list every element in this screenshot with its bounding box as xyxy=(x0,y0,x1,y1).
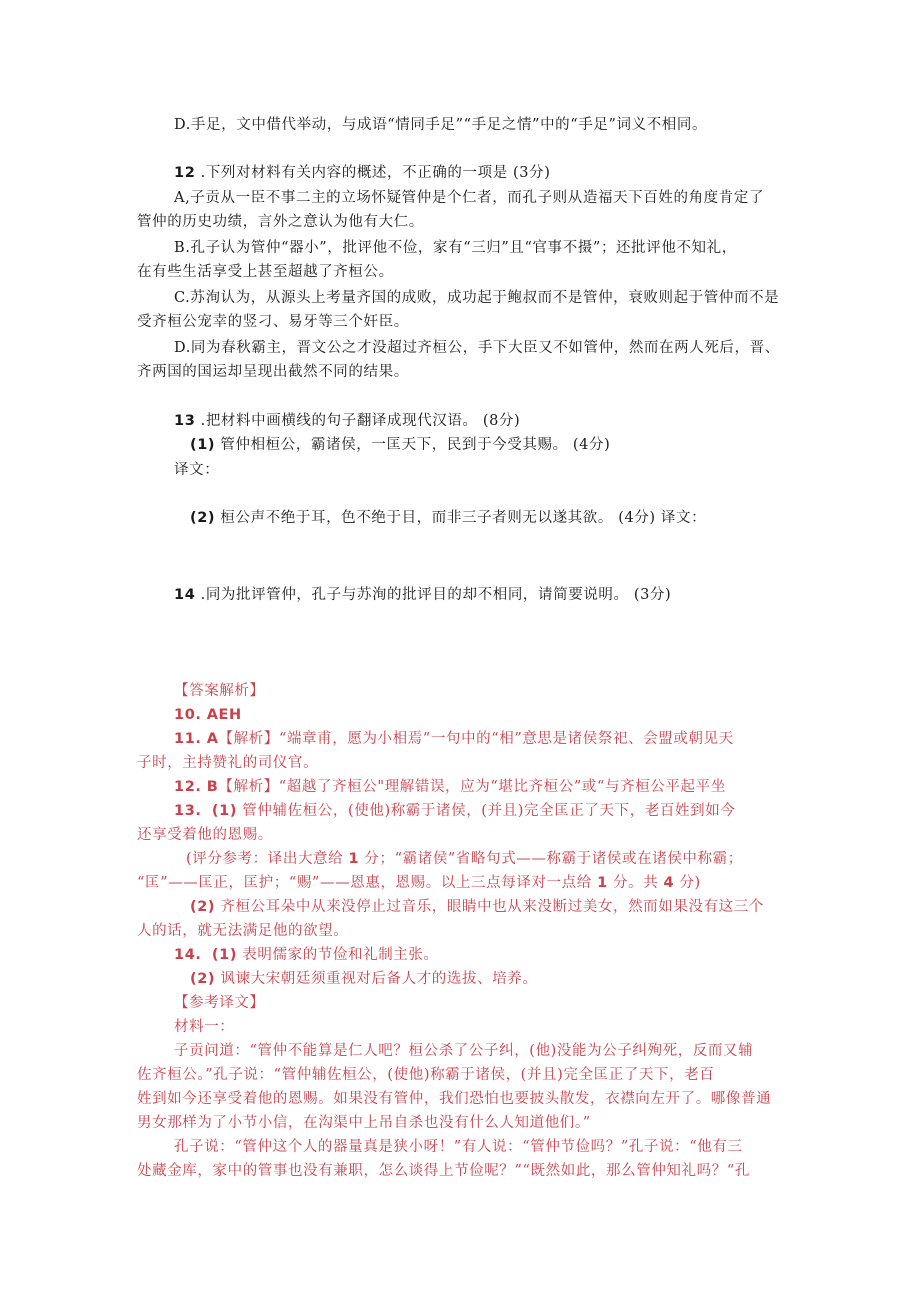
material-one-label: 材料一： xyxy=(174,1019,235,1035)
q12-option-c-line1: C.苏洵认为，从源头上考量齐国的成败，成功起于鲍叔而不是管仲，衰败则起于管仲而不是 xyxy=(174,290,780,306)
answer-13-2-text: 齐桓公耳朵中从来没停止过音乐，眼睛中也从来没断过美女，然而如果没有这三个 xyxy=(220,899,764,915)
q13-s2-text: 桓公声不绝于耳，色不绝于目，而非三子者则无以遂其欲。 xyxy=(220,510,613,526)
answer-13-2-line1 xyxy=(190,897,764,917)
note2-part-c: 分) xyxy=(679,875,701,891)
note2-num2: 4 xyxy=(663,875,675,891)
note1-num1: 1 xyxy=(348,851,360,867)
q14-number: 14 xyxy=(174,587,196,603)
answer-13-2-line2: 人的话，就无法满足他的欲望。 xyxy=(137,923,349,939)
q12-score: (3分) xyxy=(513,165,551,181)
answer-13-note-line2 xyxy=(137,873,701,893)
q11-option-d: D.手足，文中借代举动，与成语“情同手足”“手足之情”中的“手足”词义不相同。 xyxy=(174,117,708,133)
q13-text: .把材料中画横线的句子翻译成现代汉语。 xyxy=(200,413,478,429)
translation-p1-line3: 姓到如今还享受着他的恩赐。如果没有管仲，我们恐怕也要披头散发，衣襟向左开了。哪像普通 xyxy=(137,1091,772,1107)
q13-s1-translation-label: 译文： xyxy=(174,462,220,478)
answer-13-1-text: 管仲辅佐桓公，(使他)称霸于诸侯，(并且)完全匡正了天下，老百姓到如今 xyxy=(242,803,736,819)
answer-13-1-line1 xyxy=(174,801,735,821)
answer-13-2-number: (2) xyxy=(190,899,216,915)
q12-option-a-line2: 管仲的历史功绩，言外之意认为他有大仁。 xyxy=(137,214,424,230)
answer-12-number: 12. xyxy=(174,779,202,795)
q12-number: 12 xyxy=(174,165,196,181)
q12-stem xyxy=(174,163,551,183)
answer-11-text: 【解析】“端章甫，愿为小相焉”一句中的“相”意思是诸侯祭祀、会盟或朝见天 xyxy=(218,731,734,747)
q13-sentence-1 xyxy=(190,435,610,455)
translation-p1-line4: 男女那样为了小节小信，在沟渠中上吊自杀也没有什么人知道他们。” xyxy=(137,1115,591,1131)
q12-option-d-line1: D.同为春秋霸主，晋文公之才没超过齐桓公，手下大臣又不如管仲，然而在两人死后，晋、 xyxy=(174,340,780,356)
translation-p1-line1: 子贡问道：“管仲不能算是仁人吧？桓公杀了公子纠，(他)没能为公子纠殉死，反而又辅 xyxy=(174,1043,754,1059)
q13-s2-translation-label: 译文： xyxy=(660,510,707,526)
answer-11-line1 xyxy=(174,729,734,749)
answer-13-1-number: (1) xyxy=(211,803,238,819)
answer-14-2-text: 讽谏大宋朝廷须重视对后备人才的选拔、培养。 xyxy=(220,971,538,987)
answer-12-key: B xyxy=(206,779,219,795)
q13-stem xyxy=(174,411,520,431)
note1-part-b: 分；“霸诸侯”省略句式——称霸于诸侯或在诸侯中称霸； xyxy=(364,851,743,867)
answer-10-key: AEH xyxy=(206,707,242,723)
answer-11-key: A xyxy=(206,731,219,747)
answer-header: 【答案解析】 xyxy=(174,683,265,699)
q13-s1-text: 管仲相桓公，霸诸侯，一匡天下，民到于今受其赐。 xyxy=(220,437,568,453)
answer-14-1-number: (1) xyxy=(211,947,238,963)
note2-part-b: 分。共 xyxy=(613,875,659,891)
q12-text: .下列对材料有关内容的概述，不正确的一项是 xyxy=(200,165,508,181)
q12-option-b-line1: B.孔子认为管仲“器小”，批评他不俭，家有“三归”且“官事不摄”；还批评他不知礼， xyxy=(174,240,737,256)
answer-12 xyxy=(174,777,726,797)
answer-11-line2: 子时，主持赞礼的司仪官。 xyxy=(137,755,319,771)
q13-s1-score: (4分) xyxy=(572,437,611,453)
q12-option-c-line2: 受齐桓公宠幸的竖刁、易牙等三个奸臣。 xyxy=(137,314,409,330)
answer-13-note-line1 xyxy=(186,849,743,869)
q13-s2-number: (2) xyxy=(190,510,216,526)
translation-p1-line2: 佐齐桓公。”孔子说：“管仲辅佐桓公，(使他)称霸于诸侯，(并且)完全匡正了天下，老百 xyxy=(137,1067,715,1083)
translation-p2-line2: 处藏金库，家中的管事也没有兼职，怎么谈得上节俭呢？”“既然如此，那么管仲知礼吗？“孔 xyxy=(137,1163,750,1179)
answer-10-number: 10. xyxy=(174,707,202,723)
answer-14-number: 14. xyxy=(174,947,202,963)
note1-part-a: (评分参考：译出大意给 xyxy=(186,851,344,867)
q14-stem xyxy=(174,585,671,605)
q13-score: (8分) xyxy=(482,413,521,429)
q14-text: .同为批评管仲，孔子与苏洵的批评目的却不相同，请简要说明。 xyxy=(200,587,629,603)
q12-option-a-line1: A,子贡从一臣不事二主的立场怀疑管仲是个仁者，而孔子则从造福天下百姓的角度肯定了 xyxy=(174,190,765,206)
answer-14-2 xyxy=(190,969,537,989)
q13-number: 13 xyxy=(174,413,196,429)
answer-11-number: 11. xyxy=(174,731,202,747)
note2-part-a: “匡”——匡正，匡护；“赐”——恩惠，恩赐。以上三点每译对一点给 xyxy=(137,875,592,891)
note2-num1: 1 xyxy=(597,875,608,891)
q13-s2-score: (4分) xyxy=(618,510,656,526)
answer-13-number: 13. xyxy=(174,803,202,819)
answer-14-1 xyxy=(174,945,439,965)
reference-translation-header: 【参考译文】 xyxy=(174,995,265,1011)
q13-sentence-2 xyxy=(190,508,706,528)
answer-14-1-text: 表明儒家的节俭和礼制主张。 xyxy=(242,947,439,963)
answer-10 xyxy=(174,705,242,725)
translation-p2-line1: 孔子说：“管仲这个人的器量真是狭小呀！”有人说：“管仲节俭吗？”孔子说：“他有三 xyxy=(174,1139,743,1155)
q12-option-d-line2: 齐两国的国运却呈现出截然不同的结果。 xyxy=(137,364,409,380)
q12-option-b-line2: 在有些生活享受上甚至超越了齐桓公。 xyxy=(137,264,394,280)
answer-13-1-line2: 还享受着他的恩赐。 xyxy=(137,827,273,843)
answer-12-text: 【解析】“超越了齐桓公"理解错误，应为“堪比齐桓公”或“与齐桓公平起平坐 xyxy=(218,779,726,795)
q14-score: (3分) xyxy=(633,587,672,603)
answer-14-2-number: (2) xyxy=(190,971,216,987)
q13-s1-number: (1) xyxy=(190,437,216,453)
